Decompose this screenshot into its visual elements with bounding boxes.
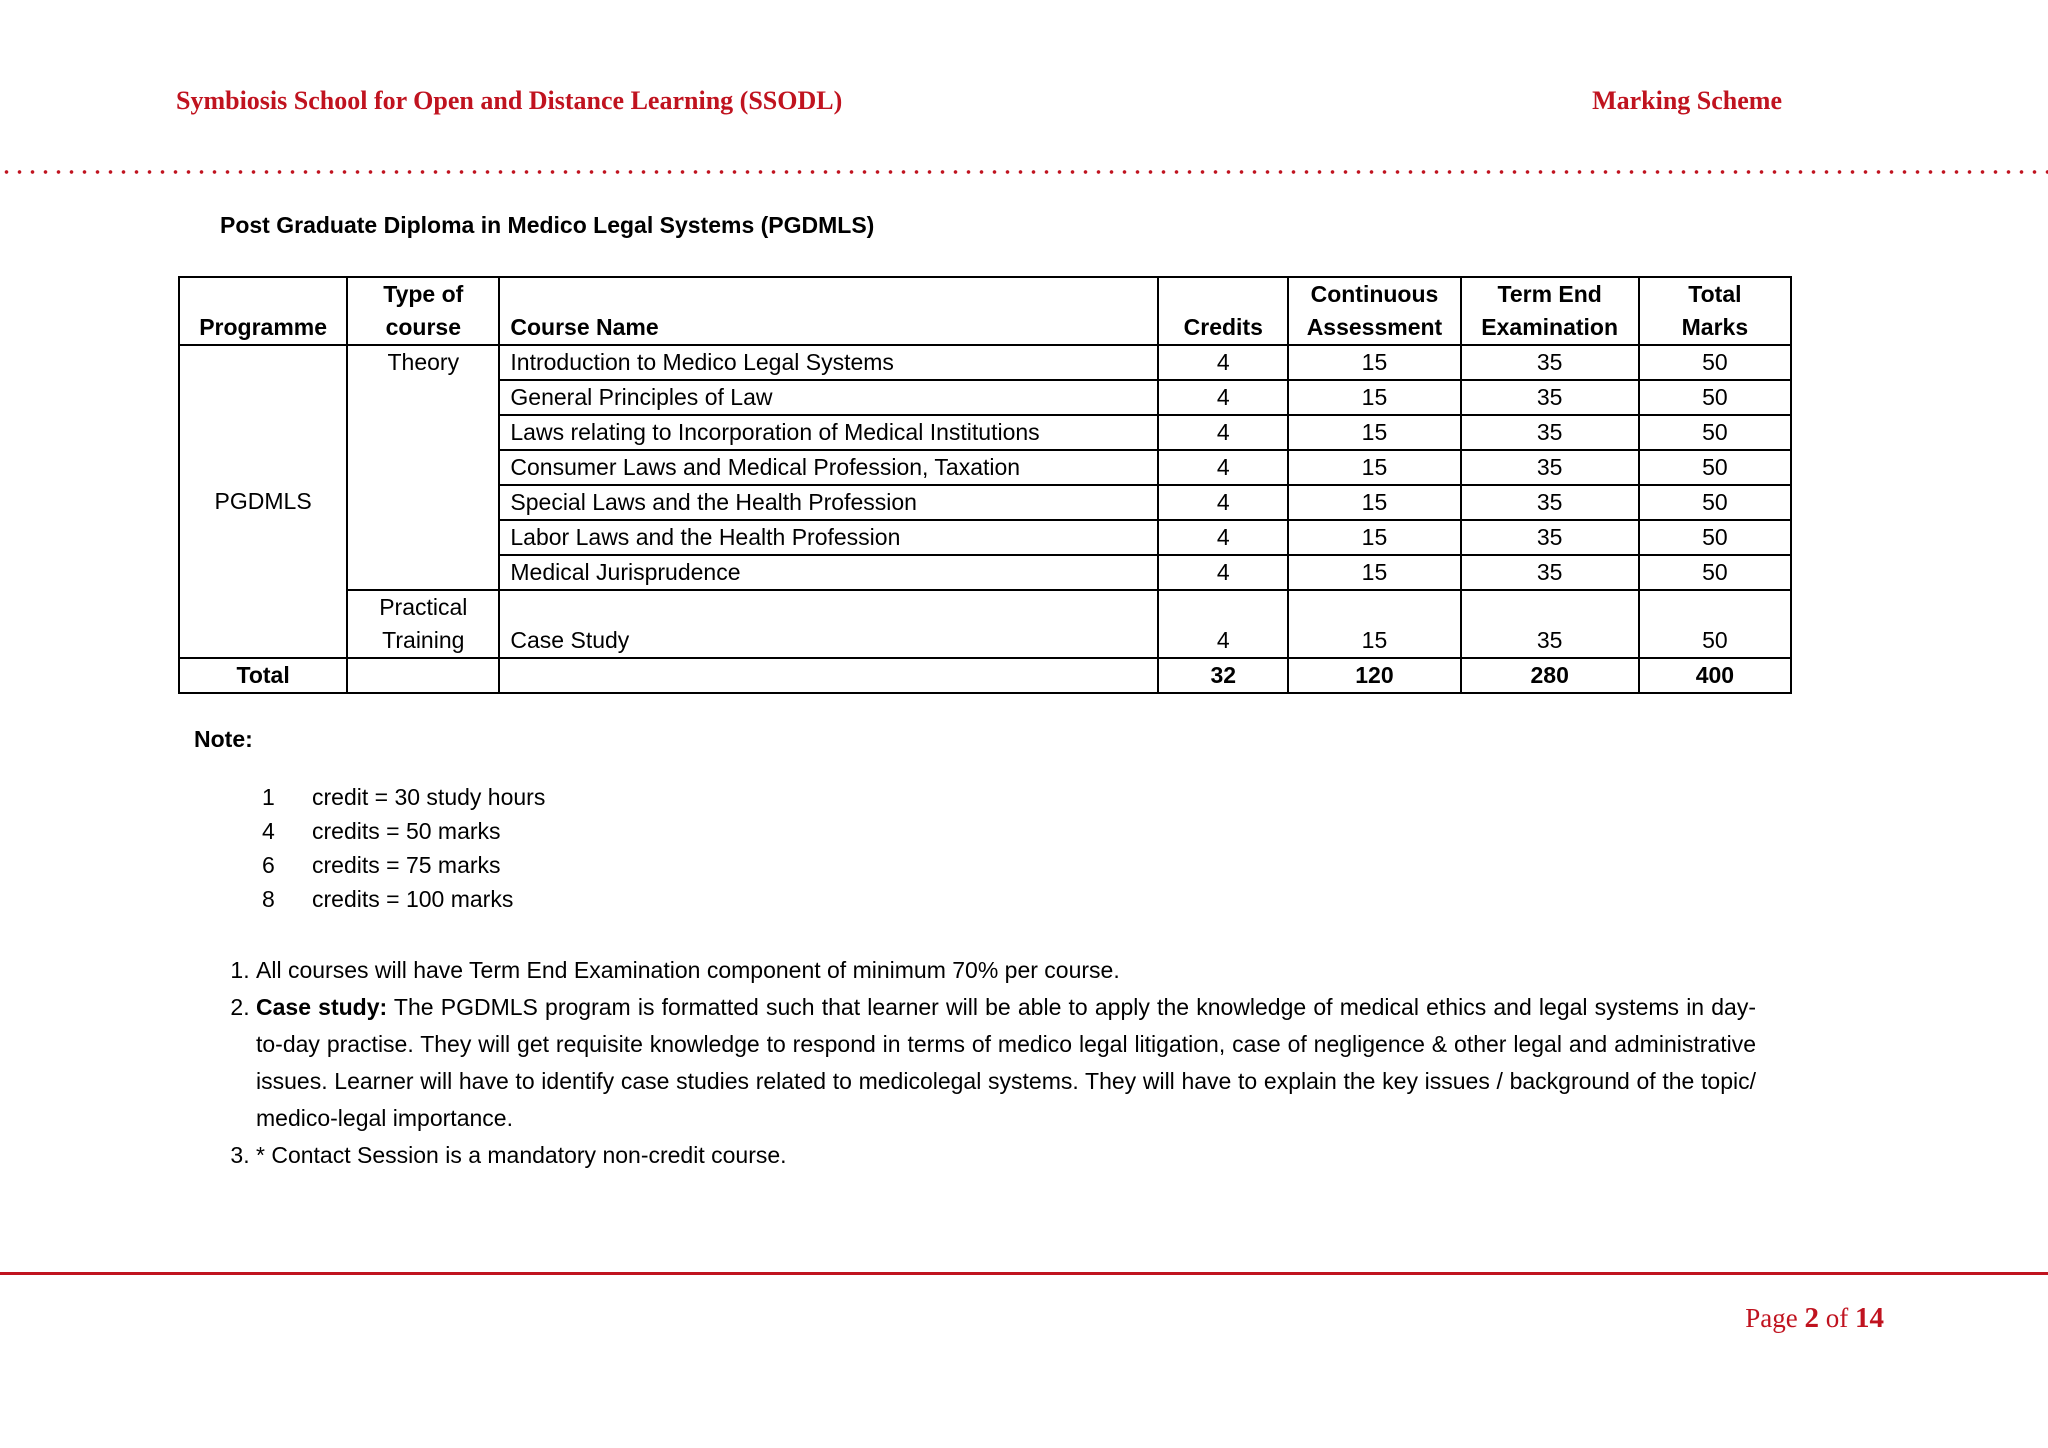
course-name-cell: Medical Jurisprudence	[499, 555, 1158, 590]
dotted-divider	[0, 170, 2048, 174]
total-cell: 50	[1639, 590, 1791, 658]
te-cell: 35	[1461, 415, 1639, 450]
page-indicator	[1745, 1302, 1884, 1335]
course-name-cell: Case Study	[499, 590, 1158, 658]
list-item: 1. All courses will have Term End Examination component of minimum 70% per course.	[256, 952, 1756, 989]
total-cell: 50	[1639, 415, 1791, 450]
section-header: Marking Scheme	[1592, 86, 1782, 115]
credit-number: 4	[262, 818, 275, 844]
credit-text: credit = 30 study hours	[312, 784, 546, 810]
notes-list	[210, 952, 1756, 1174]
te-cell: 35	[1461, 345, 1639, 380]
page-number: 2	[1804, 1302, 1819, 1334]
ca-cell: 15	[1288, 590, 1460, 658]
table-header-row	[179, 277, 1791, 345]
te-cell: 35	[1461, 380, 1639, 415]
credits-cell: 4	[1158, 555, 1288, 590]
credits-cell: 4	[1158, 380, 1288, 415]
total-marks-cell: 400	[1639, 658, 1791, 693]
te-cell: 35	[1461, 485, 1639, 520]
col-header-type: Type of course	[347, 277, 499, 345]
credits-cell: 4	[1158, 345, 1288, 380]
ca-cell: 15	[1288, 520, 1460, 555]
total-credits-cell: 32	[1158, 658, 1288, 693]
credit-text: credits = 75 marks	[312, 852, 501, 878]
te-cell: 35	[1461, 555, 1639, 590]
total-cell: 50	[1639, 380, 1791, 415]
credit-number: 6	[262, 852, 275, 878]
course-name-cell: General Principles of Law	[499, 380, 1158, 415]
type-practical-cell: Practical Training	[347, 590, 499, 658]
ca-cell: 15	[1288, 450, 1460, 485]
total-te-cell: 280	[1461, 658, 1639, 693]
te-cell: 35	[1461, 450, 1639, 485]
list-item	[256, 989, 1756, 1137]
ca-cell: 15	[1288, 345, 1460, 380]
total-cell: 50	[1639, 485, 1791, 520]
table-row	[179, 345, 1791, 380]
course-name-cell: Consumer Laws and Medical Profession, Taxation	[499, 450, 1158, 485]
total-cell: 50	[1639, 345, 1791, 380]
te-cell: 35	[1461, 590, 1639, 658]
credits-cell: 4	[1158, 485, 1288, 520]
empty-cell	[499, 658, 1158, 693]
credit-number: 1	[262, 784, 275, 810]
credits-cell: 4	[1158, 415, 1288, 450]
course-name-cell: Special Laws and the Health Profession	[499, 485, 1158, 520]
of-word: of	[1825, 1303, 1849, 1333]
page-total: 14	[1855, 1302, 1884, 1334]
total-cell: 50	[1639, 555, 1791, 590]
credits-cell: 4	[1158, 590, 1288, 658]
credits-cell: 4	[1158, 450, 1288, 485]
total-cell: 50	[1639, 520, 1791, 555]
credit-number: 8	[262, 886, 275, 912]
credit-text: credits = 50 marks	[312, 818, 501, 844]
page-word: Page	[1745, 1303, 1798, 1333]
col-header-credits: Credits	[1158, 277, 1288, 345]
total-ca-cell: 120	[1288, 658, 1460, 693]
institution-header: Symbiosis School for Open and Distance Learning (SSODL)	[176, 86, 843, 115]
list-item: 3. * Contact Session is a mandatory non-credit course.	[256, 1137, 1756, 1174]
ca-cell: 15	[1288, 415, 1460, 450]
document-title: Post Graduate Diploma in Medico Legal Systems (PGDMLS)	[220, 212, 875, 238]
credits-cell: 4	[1158, 520, 1288, 555]
list-item	[262, 784, 545, 818]
course-name-cell: Laws relating to Incorporation of Medical Institutions	[499, 415, 1158, 450]
col-header-term-end: Term End Examination	[1461, 277, 1639, 345]
total-label-cell: Total	[179, 658, 347, 693]
list-item	[262, 818, 545, 852]
marking-scheme-table	[178, 276, 1792, 694]
ca-cell: 15	[1288, 485, 1460, 520]
course-name-cell: Labor Laws and the Health Profession	[499, 520, 1158, 555]
col-header-course-name: Course Name	[499, 277, 1158, 345]
col-header-total-marks: Total Marks	[1639, 277, 1791, 345]
footer-divider	[0, 1272, 2048, 1275]
ca-cell: 15	[1288, 380, 1460, 415]
course-name-cell: Introduction to Medico Legal Systems	[499, 345, 1158, 380]
table-row	[179, 590, 1791, 658]
total-cell: 50	[1639, 450, 1791, 485]
credit-text: credits = 100 marks	[312, 886, 514, 912]
empty-cell	[347, 658, 499, 693]
col-header-continuous-assessment: Continuous Assessment	[1288, 277, 1460, 345]
ca-cell: 15	[1288, 555, 1460, 590]
programme-cell: PGDMLS	[179, 345, 347, 658]
te-cell: 35	[1461, 520, 1639, 555]
note-label: Note:	[194, 726, 253, 752]
col-header-programme: Programme	[179, 277, 347, 345]
case-study-label: Case study:	[256, 994, 388, 1020]
credit-conversion-list	[262, 784, 545, 920]
table-total-row	[179, 658, 1791, 693]
case-study-text: The PGDMLS program is formatted such that learner will be able to apply the knowledge of medical ethics and legal systems in day-to-day practise. They will get requisite knowledge to respond in terms of medico legal litigation, case of negligence & other legal and administrative issues. Learner will have to identify case studies related to medicolegal systems. They will have to explain the key issues / background of the topic/ medico-legal importance.	[256, 994, 1757, 1131]
list-item	[262, 852, 545, 886]
type-theory-cell: Theory	[347, 345, 499, 590]
list-item	[262, 886, 545, 920]
